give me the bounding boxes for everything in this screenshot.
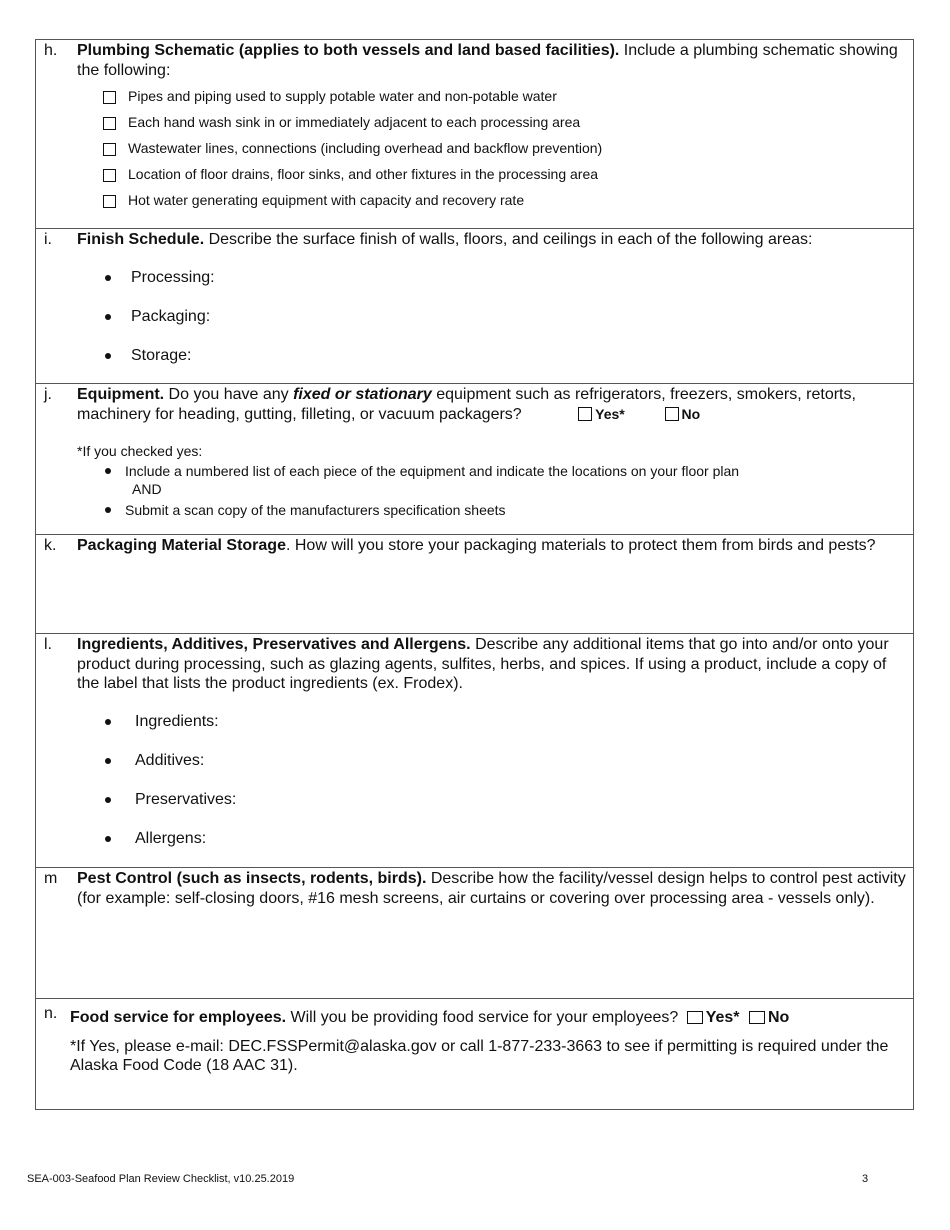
section-n (36, 998, 913, 1109)
section-j: j. Equipment. Do you have any fixed or stationary equipment such as refrigerators, freezers, smokers, retorts, machinery for heading, gutting, filleting, or vacuum packagers? Yes* No *If you checked yes: Include a numbered list of each piece of the equipment and indicate the locations on your floor plan AND Submit a scan copy of the manufacturers specification sheets (36, 383, 913, 534)
list-item: Submit a scan copy of the manufacturers specification sheets (77, 501, 909, 519)
checkbox-list (103, 84, 909, 214)
section-title: Finish Schedule. (77, 231, 205, 248)
section-letter: l. (44, 636, 52, 653)
checkbox[interactable] (103, 169, 116, 182)
note-text: *If Yes, please e-mail: DEC.FSSPermit@alaska.gov or call 1-877-233-3663 to see if permitting is required under the Alaska Food Code (18 AAC 31). (70, 1037, 889, 1074)
checkbox[interactable] (103, 195, 116, 208)
note-text: *If you checked yes: (77, 443, 203, 459)
checkbox[interactable] (103, 117, 116, 130)
section-text: . How will you store your packaging materials to protect them from birds and pests? (285, 537, 876, 554)
list-item: Processing: (77, 259, 909, 298)
checkbox[interactable] (103, 143, 116, 156)
section-l (36, 633, 913, 867)
section-m (36, 867, 913, 998)
section-letter: j. (44, 386, 52, 403)
section-title: Plumbing Schematic (applies to both vessels and land based facilities). (77, 42, 620, 59)
section-title: Packaging Material Storage (77, 537, 286, 554)
section-i (36, 228, 913, 383)
section-text: Describe any additional items that go into and/or onto your product during processing, such as glazing agents, sulfites, herbs, and spices. If using a product, include a copy of the label that lists the product ingredients (ex. Frodex). (77, 636, 889, 692)
yes-checkbox[interactable] (687, 1011, 703, 1024)
section-letter: i. (44, 231, 52, 248)
list-item: Hot water generating equipment with capacity and recovery rate (103, 188, 909, 214)
list-item: Ingredients: (77, 703, 909, 742)
emphasis-text: fixed or stationary (293, 386, 432, 403)
no-checkbox[interactable] (749, 1011, 765, 1024)
page-number: 3 (862, 1173, 869, 1185)
list-item: Storage: (77, 337, 909, 376)
checkbox[interactable] (103, 91, 116, 104)
section-letter: k. (44, 537, 57, 554)
yes-label: Yes* (705, 1009, 740, 1026)
footer-doc-id: SEA-003-Seafood Plan Review Checklist, v10.25.2019 (27, 1173, 295, 1185)
bullet-icon (105, 719, 111, 725)
section-title: Ingredients, Additives, Preservatives and Allergens. (77, 636, 471, 653)
list-item: Location of floor drains, floor sinks, and other fixtures in the processing area (103, 162, 909, 188)
no-label: No (681, 405, 701, 422)
list-item: Preservatives: (77, 781, 909, 820)
section-letter: m (44, 870, 58, 887)
list-item: Additives: (77, 742, 909, 781)
list-item: Include a numbered list of each piece of the equipment and indicate the locations on your floor plan (77, 462, 909, 480)
yes-checkbox[interactable] (578, 407, 592, 421)
section-text: Describe how the facility/vessel design helps to control pest activity (for example: self-closing doors, #16 mesh screens, air curtains or covering over processing area - vessels only). (77, 870, 906, 907)
bullet-icon (105, 836, 111, 842)
section-letter: h. (44, 42, 58, 59)
checklist-table (35, 39, 914, 1110)
no-checkbox[interactable] (665, 407, 679, 421)
section-letter: n. (44, 1005, 58, 1022)
section-text: Will you be providing food service for your employees? (286, 1009, 679, 1026)
bullet-list (77, 259, 909, 376)
section-title: Pest Control (such as insects, rodents, birds). (77, 870, 427, 887)
list-item: Each hand wash sink in or immediately adjacent to each processing area (103, 110, 909, 136)
yes-label: Yes* (595, 405, 625, 422)
bullet-icon (105, 353, 111, 359)
bullet-icon (105, 758, 111, 764)
bullet-list (77, 703, 909, 859)
bullet-icon (105, 314, 111, 320)
list-item: Packaging: (77, 298, 909, 337)
section-k (36, 534, 913, 633)
bullet-icon (105, 468, 111, 474)
section-text: Include a plumbing schematic showing the following: (77, 42, 898, 79)
bullet-icon (105, 797, 111, 803)
bullet-icon (105, 507, 111, 513)
list-item: Allergens: (77, 820, 909, 859)
section-h (36, 40, 913, 228)
bullet-icon (105, 275, 111, 281)
list-item: Pipes and piping used to supply potable water and non-potable water (103, 84, 909, 110)
list-item: Wastewater lines, connections (including overhead and backflow prevention) (103, 136, 909, 162)
section-text: Describe the surface finish of walls, floors, and ceilings in each of the following areas: (204, 231, 813, 248)
section-title: Food service for employees. (70, 1009, 287, 1026)
section-title: Equipment. (77, 386, 165, 403)
no-label: No (767, 1009, 790, 1026)
and-text: AND (132, 481, 162, 497)
